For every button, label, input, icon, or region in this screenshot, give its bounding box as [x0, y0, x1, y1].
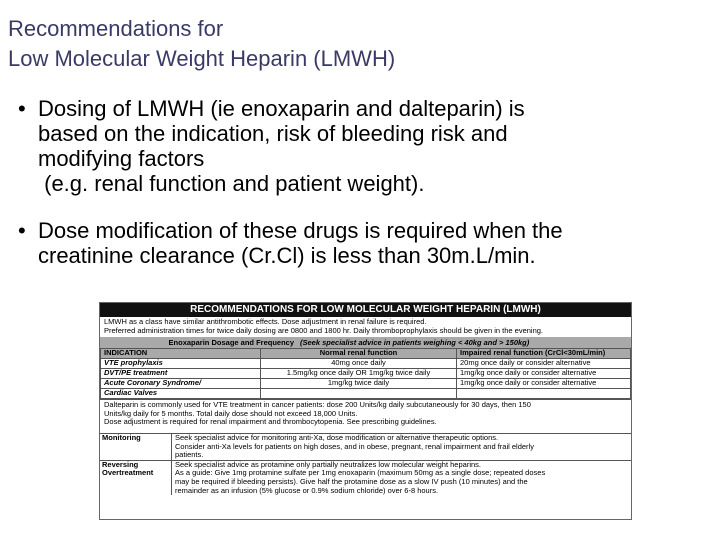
- bullet-line: based on the indication, risk of bleeding risk and: [38, 121, 508, 146]
- doc-intro-line: LMWH as a class have similar antithrombotic effects. Dose adjustment in renal failure is required.: [104, 317, 427, 326]
- table-cell: 1mg/kg once daily or consider alternative: [457, 379, 631, 389]
- table-cell: 40mg once daily: [261, 359, 457, 369]
- enoxaparin-note: (Seek specialist advice in patients weighing < 40kg and > 150kg): [300, 338, 530, 347]
- dalteparin-section: [100, 399, 631, 433]
- monitoring-label: Monitoring: [100, 434, 172, 460]
- monitoring-text: [172, 434, 631, 460]
- slide-title-line-1: Recommendations for: [8, 16, 224, 41]
- bullet-line: modifying factors: [38, 146, 205, 171]
- table-cell: [261, 389, 457, 399]
- monitoring-line: Consider anti-Xa levels for patients on high doses, and in obese, pregnant, renal impairment and frail elderly: [175, 441, 534, 451]
- slide-title-line-2: Low Molecular Weight Heparin (LMWH): [8, 46, 396, 71]
- monitoring-line: Seek specialist advice for monitoring anti-Xa, dose modification or alternative therapeutic options.: [175, 433, 499, 442]
- monitoring-section: [100, 433, 631, 460]
- monitoring-line: patients.: [175, 450, 204, 460]
- table-cell: VTE prophylaxis: [101, 359, 261, 369]
- table-row: [101, 379, 631, 389]
- reversing-text: [172, 461, 631, 495]
- table-header-row: [101, 349, 631, 359]
- doc-header: RECOMMENDATIONS FOR LOW MOLECULAR WEIGHT HEPARIN (LMWH): [100, 303, 631, 317]
- reversing-label: Reversing Overtreatment: [100, 461, 172, 495]
- lmwh-recommendations-image: [99, 302, 632, 520]
- table-cell: [457, 389, 631, 399]
- table-cell: 1.5mg/kg once daily OR 1mg/kg twice daily: [261, 369, 457, 379]
- bullet-line: creatinine clearance (Cr.Cl) is less than 30m.L/min.: [38, 243, 536, 268]
- bullet-item-dosing: [18, 96, 718, 196]
- enoxaparin-label: Enoxaparin Dosage and Frequency: [168, 338, 294, 347]
- table-row: [101, 369, 631, 379]
- table-header-cell: INDICATION: [101, 349, 261, 359]
- dalteparin-line: Dalteparin is commonly used for VTE treatment in cancer patients: dose 200 Units/kg daily subcutaneously for 30 days, then 150: [104, 400, 531, 409]
- table-cell: 1mg/kg twice daily: [261, 379, 457, 389]
- reversing-section: [100, 460, 631, 495]
- dosage-table: [100, 348, 631, 399]
- bullet-line: (e.g. renal function and patient weight).: [38, 171, 425, 196]
- doc-intro-line: Preferred administration times for twice daily dosing are 0800 and 1800 hr. Daily thromboprophylaxis should be given in the evening.: [104, 325, 543, 335]
- bullet-item-dose-modification: [18, 218, 718, 268]
- table-header-cell: Impaired renal function (CrCl<30mL/min): [457, 349, 631, 359]
- table-cell: Cardiac Valves: [101, 389, 261, 399]
- table-cell: Acute Coronary Syndrome/: [101, 379, 261, 389]
- enoxaparin-heading: [100, 337, 631, 348]
- doc-intro: [100, 317, 631, 337]
- table-cell: 1mg/kg once daily or consider alternative: [457, 369, 631, 379]
- table-cell: DVT/PE treatment: [101, 369, 261, 379]
- reversing-line: As a guide: Give 1mg protamine sulfate per 1mg enoxaparin (maximum 50mg as a single dose; repeated doses: [175, 468, 546, 478]
- bullet-line: • Dose modification of these drugs is required when the: [38, 218, 563, 243]
- dalteparin-line: Dose adjustment is required for renal impairment and thrombocytopenia. See prescribing guidelines.: [104, 417, 437, 427]
- reversing-line: remainder as an infusion (5% glucose or 0.9% sodium chloride) over 6-8 hours.: [175, 485, 439, 495]
- bullet-line: • Dosing of LMWH (ie enoxaparin and dalteparin) is: [38, 96, 525, 121]
- table-row: [101, 359, 631, 369]
- reversing-line: Seek specialist advice as protamine only partially neutralizes low molecular weight heparins.: [175, 459, 481, 469]
- dalteparin-line: Units/kg daily for 5 months. Total daily dose should not exceed 18,000 Units.: [104, 408, 358, 418]
- reversing-line: may be required if bleeding persists). Give half the protamine dose as a slow IV push (10 minutes) and the: [175, 476, 528, 486]
- bullet-list: [18, 96, 718, 268]
- table-row: [101, 389, 631, 399]
- table-header-cell: Normal renal function: [261, 349, 457, 359]
- slide-title: [8, 14, 395, 74]
- table-cell: 20mg once daily or consider alternative: [457, 359, 631, 369]
